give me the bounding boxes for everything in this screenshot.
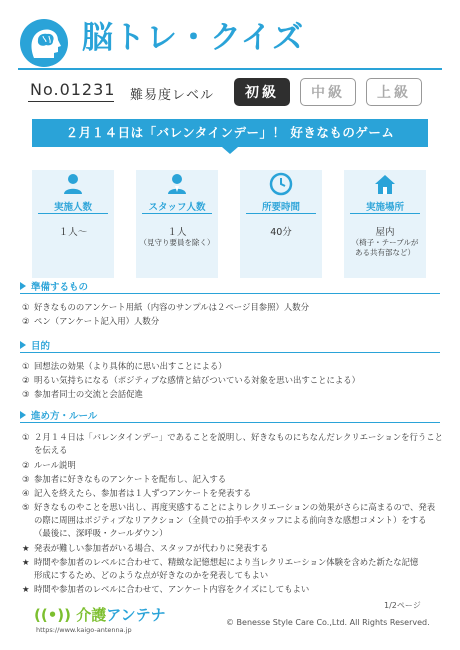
list-item: ① 好きなもののアンケート用紙（内容のサンプルは２ページ目参照）人数分 — [22, 302, 309, 312]
card-title: 所要時間 — [261, 202, 300, 213]
card-value: 40分 — [270, 227, 292, 238]
list-item: ★ 発表が難しい参加者がいる場合、スタッフが代わりに発表する — [22, 543, 269, 553]
list-item-continued: の際に周囲はポジティブなリアクション（全員での拍手やスタッフによる前向きな感想コメント）をする — [34, 515, 427, 525]
level-beginner-badge: 初級 — [234, 78, 290, 106]
card-title: 実施場所 — [365, 202, 404, 213]
list-item: ② ルール説明 — [22, 460, 76, 470]
quiz-number-underline — [28, 101, 114, 102]
page-number: 1/2ページ — [384, 601, 421, 610]
card-divider — [350, 213, 420, 214]
list-item-continued: を伝える — [34, 445, 68, 455]
card-value: １人～ — [58, 227, 88, 238]
card-note: ある共有部など） — [355, 248, 415, 257]
level-advanced-badge: 上級 — [366, 78, 422, 106]
antenna-icon: ((•)) — [34, 606, 72, 624]
copyright-text: © Benesse Style Care Co.,Ltd. All Rights Reserved. — [226, 618, 430, 627]
triangle-bullet-icon — [20, 282, 26, 290]
card-title: 実施人数 — [53, 202, 92, 213]
list-item: ① 回想法の効果（より具体的に思い出すことによる） — [22, 361, 227, 371]
difficulty-label: 難易度レベル — [130, 88, 215, 103]
list-item: ② 明るい気持ちになる（ポジティブな感情と結びついている対象を思い出すことによる） — [22, 375, 360, 385]
brand-url-link[interactable]: https://www.kaigo-antenna.jp — [36, 626, 132, 634]
topic-banner: ２月１４日は「バレンタインデー」！ 好きなものゲーム — [32, 119, 428, 147]
info-card-staff — [136, 170, 218, 278]
house-icon — [344, 172, 426, 196]
card-note: （見守り要員を除く） — [139, 238, 215, 247]
info-card-duration — [240, 170, 322, 278]
clock-icon — [240, 172, 322, 196]
list-item-continued: 形成にするため、どのような点が好きなのかを発表してもよい — [34, 570, 269, 580]
list-item: ④ 記入を終えたら、参加者は１人ずつアンケートを発表する — [22, 488, 252, 498]
card-note: （椅子・テーブルが — [351, 238, 419, 247]
card-divider — [246, 213, 316, 214]
list-item: ★ 時間や参加者のレベルに合わせて、アンケート内容をクイズにしてもよい — [22, 584, 310, 594]
info-card-participants — [32, 170, 114, 278]
list-item: ② ペン（アンケート記入用）人数分 — [22, 316, 160, 326]
list-item-continued: （最後に、深呼吸・クールダウン） — [34, 528, 168, 538]
triangle-bullet-icon — [20, 341, 26, 349]
list-item: ⑤ 好きなものやことを思い出し、再度実感することによりレクリエーションの効果がさらに高まるので、発表 — [22, 502, 436, 512]
info-card-location — [344, 170, 426, 278]
staff-icon — [136, 172, 218, 196]
section-heading-rules: 進め方・ルール — [20, 408, 440, 423]
card-value: １人 — [167, 227, 187, 238]
app-title: 脳トレ・クイズ — [82, 20, 305, 56]
triangle-bullet-icon — [20, 411, 26, 419]
level-intermediate-badge: 中級 — [300, 78, 356, 106]
card-divider — [38, 213, 108, 214]
list-item: ① ２月１４日は「バレンタインデー」であることを説明し、好きなものにちなんだレクリエーションを行うこと — [22, 432, 443, 442]
section-heading-prep: 準備するもの — [20, 279, 440, 294]
section-heading-purpose: 目的 — [20, 338, 440, 353]
person-icon — [32, 172, 114, 196]
card-divider — [142, 213, 212, 214]
header-divider — [18, 68, 442, 70]
banner-arrow — [222, 147, 238, 154]
brain-head-logo-icon — [18, 18, 72, 68]
card-title: スタッフ人数 — [148, 202, 206, 213]
quiz-number: No.01231 — [30, 80, 116, 99]
list-item: ★ 時間や参加者のレベルに合わせて、精緻な記憶想起により当レクリエーション体験を含めた新たな記憶 — [22, 557, 419, 567]
list-item: ③ 参加者に好きなものアンケートを配布し、記入する — [22, 474, 227, 484]
kaigo-antenna-logo[interactable]: ((•)) 介護アンテナ — [34, 606, 166, 624]
list-item: ③ 参加者同士の交流と会話促進 — [22, 389, 143, 399]
card-value: 屋内 — [375, 227, 395, 238]
